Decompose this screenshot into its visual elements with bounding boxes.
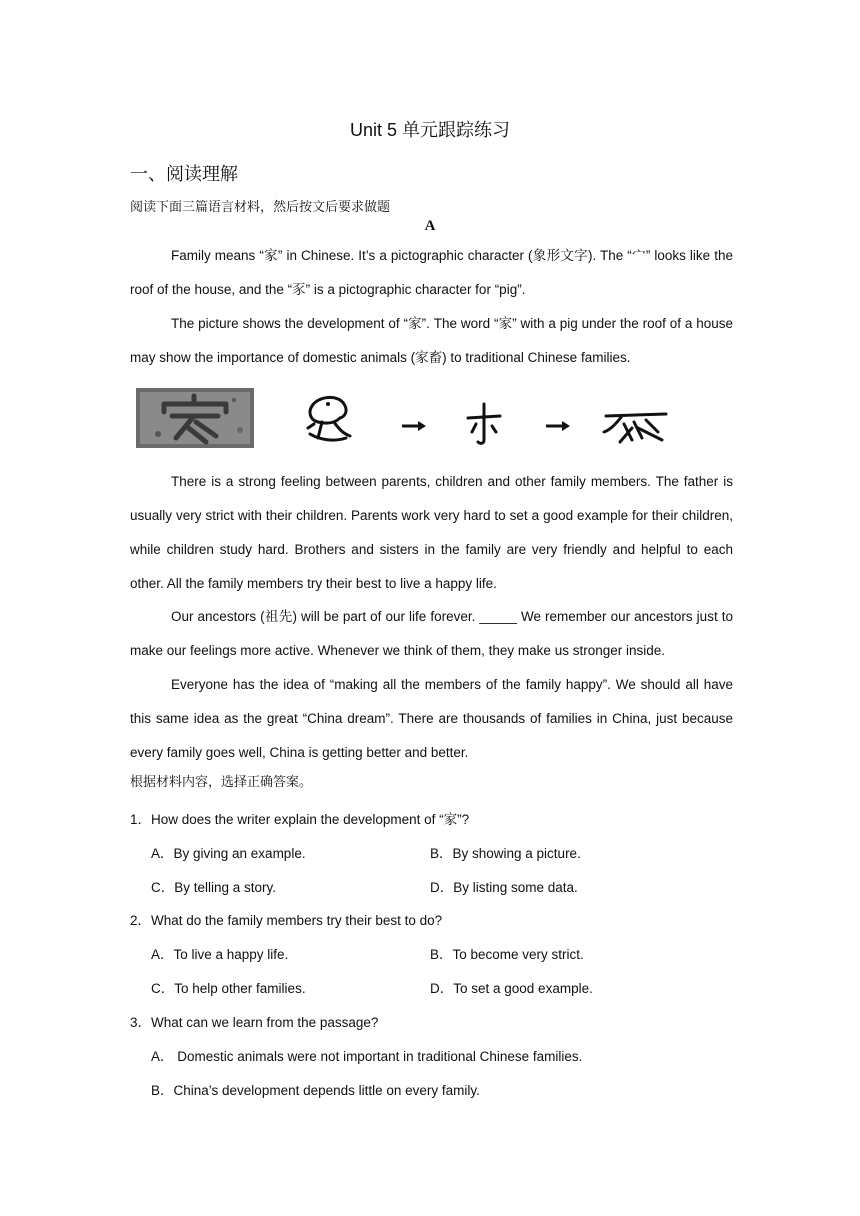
bronze-script-icon	[468, 404, 500, 443]
paragraph-2: The picture shows the development of “家”. The word “家” with a pig under the roof of a house may show the importance of domestic animals (家畜) to traditional Chinese families.	[130, 316, 733, 365]
question-1-option-c[interactable]: C．By telling a story.	[151, 880, 277, 895]
question-1-stem: 1．How does the writer explain the development of “家”?	[130, 812, 470, 827]
paragraph-3: There is a strong feeling between parents, children and other family members. The father is usually very strict with their children. Parents work very hard to set a good example for their children, while children study hard. Brothers and sisters in the family are very friendly and helpful to each other. All the family members try their best to live a happy life.	[130, 474, 733, 591]
passage-label: A	[424, 218, 436, 234]
section-heading: 一、阅读理解	[130, 164, 238, 185]
question-instruction: 根据材料内容，选择正确答案。	[130, 775, 313, 790]
question-2-option-c[interactable]: C．To help other families.	[151, 981, 306, 996]
character-evolution-figure	[136, 386, 696, 456]
question-2-option-b[interactable]: B．To become very strict.	[430, 947, 584, 962]
question-2-option-a[interactable]: A．To live a happy life.	[151, 947, 289, 962]
paragraph-4: Our ancestors (祖先) will be part of our life forever. _____ We remember our ancestors just to make our feelings more active. Whenever we think of them, they make us stronger inside.	[130, 609, 733, 658]
oracle-pig-icon	[308, 397, 350, 440]
question-3-option-a[interactable]: A． Domestic animals were not important in traditional Chinese families.	[151, 1049, 583, 1064]
modern-shi-icon	[604, 414, 666, 442]
reading-instruction: 阅读下面三篇语言材料，然后按文后要求做题	[130, 200, 391, 215]
question-2-stem: 2．What do the family members try their best to do?	[130, 913, 443, 928]
arrow-right-icon	[402, 421, 426, 431]
paragraph-5: Everyone has the idea of “making all the members of the family happy”. We should all have this same idea as the great “China dream”. There are thousands of families in China, just because every family goes well, China is getting better and better.	[130, 677, 733, 760]
document-title: Unit 5 单元跟踪练习	[349, 120, 511, 140]
question-1-option-b[interactable]: B．By showing a picture.	[430, 846, 581, 861]
stone-rubbing-jia-icon	[136, 388, 254, 448]
question-3-option-b[interactable]: B．China’s development depends little on every family.	[151, 1083, 480, 1098]
paragraph-1: Family means “家” in Chinese. It’s a pictographic character (象形文字). The “宀” looks like the roof of the house, and the “豕” is a pictographic character for “pig”.	[130, 248, 733, 297]
question-2-option-d[interactable]: D．To set a good example.	[430, 981, 593, 996]
question-3-stem: 3．What can we learn from the passage?	[130, 1015, 379, 1030]
arrow-right-icon	[546, 421, 570, 431]
question-1-option-d[interactable]: D．By listing some data.	[430, 880, 578, 895]
question-1-option-a[interactable]: A．By giving an example.	[151, 846, 306, 861]
